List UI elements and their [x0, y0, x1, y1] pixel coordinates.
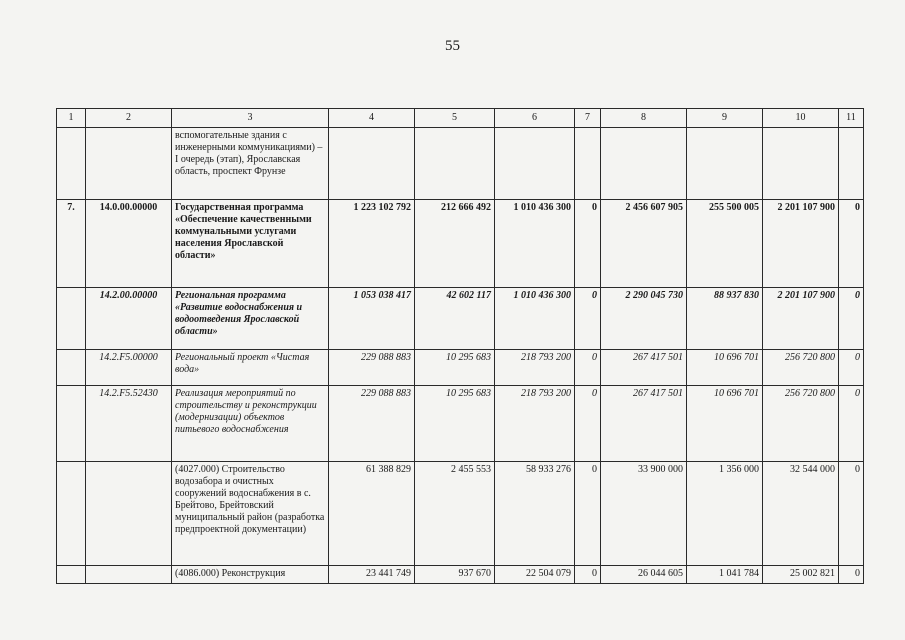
- value-cell: 42 602 117: [415, 288, 495, 350]
- value-cell: 58 933 276: [495, 462, 575, 566]
- value-cell: 0: [575, 350, 601, 386]
- value-cell: 256 720 800: [763, 350, 839, 386]
- table-row: [57, 288, 864, 350]
- value-cell: 0: [575, 566, 601, 584]
- value-cell: 2 201 107 900: [763, 288, 839, 350]
- value-cell: 267 417 501: [601, 350, 687, 386]
- table-row: [57, 566, 864, 584]
- row-number-cell: [57, 566, 86, 584]
- value-cell: 255 500 005: [687, 200, 763, 288]
- table-row: [57, 350, 864, 386]
- budget-table: [56, 108, 864, 584]
- code-cell: [86, 462, 172, 566]
- value-cell: 1 356 000: [687, 462, 763, 566]
- code-cell: [86, 128, 172, 200]
- value-cell: 10 696 701: [687, 350, 763, 386]
- value-cell: 0: [839, 200, 864, 288]
- code-cell: 14.2.F5.00000: [86, 350, 172, 386]
- column-header: 8: [601, 109, 687, 128]
- code-cell: [86, 566, 172, 584]
- value-cell: 218 793 200: [495, 386, 575, 462]
- value-cell: [763, 128, 839, 200]
- column-header: 11: [839, 109, 864, 128]
- value-cell: 937 670: [415, 566, 495, 584]
- value-cell: 1 010 436 300: [495, 288, 575, 350]
- value-cell: 218 793 200: [495, 350, 575, 386]
- value-cell: [415, 128, 495, 200]
- page-number: 55: [445, 38, 460, 54]
- value-cell: 2 201 107 900: [763, 200, 839, 288]
- value-cell: 1 053 038 417: [329, 288, 415, 350]
- value-cell: 10 696 701: [687, 386, 763, 462]
- value-cell: 1 041 784: [687, 566, 763, 584]
- value-cell: 33 900 000: [601, 462, 687, 566]
- value-cell: 2 290 045 730: [601, 288, 687, 350]
- value-cell: [839, 128, 864, 200]
- value-cell: 0: [575, 200, 601, 288]
- value-cell: 229 088 883: [329, 386, 415, 462]
- column-header: 6: [495, 109, 575, 128]
- column-header: 2: [86, 109, 172, 128]
- code-cell: 14.2.00.00000: [86, 288, 172, 350]
- header-row: [57, 109, 864, 128]
- value-cell: [601, 128, 687, 200]
- table-row: [57, 200, 864, 288]
- column-header: 5: [415, 109, 495, 128]
- value-cell: 26 044 605: [601, 566, 687, 584]
- column-header: 10: [763, 109, 839, 128]
- column-header: 3: [172, 109, 329, 128]
- value-cell: 88 937 830: [687, 288, 763, 350]
- table-row: [57, 462, 864, 566]
- value-cell: [575, 128, 601, 200]
- value-cell: 0: [839, 386, 864, 462]
- value-cell: 212 666 492: [415, 200, 495, 288]
- row-number-cell: [57, 128, 86, 200]
- description-cell: Реализация мероприятий по строительству и реконструкции (модернизации) объектов питьевого водоснабжения: [172, 386, 329, 462]
- value-cell: [687, 128, 763, 200]
- description-cell: Региональная программа «Развитие водоснабжения и водоотведения Ярославской области»: [172, 288, 329, 350]
- description-cell: Региональный проект «Чистая вода»: [172, 350, 329, 386]
- value-cell: 1 223 102 792: [329, 200, 415, 288]
- value-cell: 267 417 501: [601, 386, 687, 462]
- value-cell: 10 295 683: [415, 350, 495, 386]
- value-cell: 256 720 800: [763, 386, 839, 462]
- description-cell: Государственная программа «Обеспечение качественными коммунальными услугами населения Ярославской области»: [172, 200, 329, 288]
- code-cell: 14.0.00.00000: [86, 200, 172, 288]
- value-cell: 0: [575, 288, 601, 350]
- table-row: [57, 386, 864, 462]
- column-header: 1: [57, 109, 86, 128]
- description-cell: вспомогательные здания с инженерными коммуникациями) – I очередь (этап), Ярославская область, проспект Фрунзе: [172, 128, 329, 200]
- value-cell: 0: [839, 566, 864, 584]
- row-number-cell: [57, 462, 86, 566]
- value-cell: 61 388 829: [329, 462, 415, 566]
- value-cell: 23 441 749: [329, 566, 415, 584]
- row-number-cell: [57, 350, 86, 386]
- column-header: 4: [329, 109, 415, 128]
- value-cell: 10 295 683: [415, 386, 495, 462]
- row-number-cell: 7.: [57, 200, 86, 288]
- value-cell: 22 504 079: [495, 566, 575, 584]
- row-number-cell: [57, 386, 86, 462]
- value-cell: 0: [839, 462, 864, 566]
- column-header: 7: [575, 109, 601, 128]
- value-cell: 0: [575, 386, 601, 462]
- value-cell: 229 088 883: [329, 350, 415, 386]
- value-cell: [329, 128, 415, 200]
- value-cell: 2 456 607 905: [601, 200, 687, 288]
- description-cell: (4027.000) Строительство водозабора и очистных сооружений водоснабжения в с. Брейтово, Брейтовский муниципальный район (разработка предпроектной документации): [172, 462, 329, 566]
- value-cell: [495, 128, 575, 200]
- value-cell: 0: [839, 350, 864, 386]
- value-cell: 1 010 436 300: [495, 200, 575, 288]
- value-cell: 25 002 821: [763, 566, 839, 584]
- code-cell: 14.2.F5.52430: [86, 386, 172, 462]
- value-cell: 2 455 553: [415, 462, 495, 566]
- value-cell: 32 544 000: [763, 462, 839, 566]
- column-header: 9: [687, 109, 763, 128]
- value-cell: 0: [839, 288, 864, 350]
- row-number-cell: [57, 288, 86, 350]
- table-row: [57, 128, 864, 200]
- value-cell: 0: [575, 462, 601, 566]
- description-cell: (4086.000) Реконструкция: [172, 566, 329, 584]
